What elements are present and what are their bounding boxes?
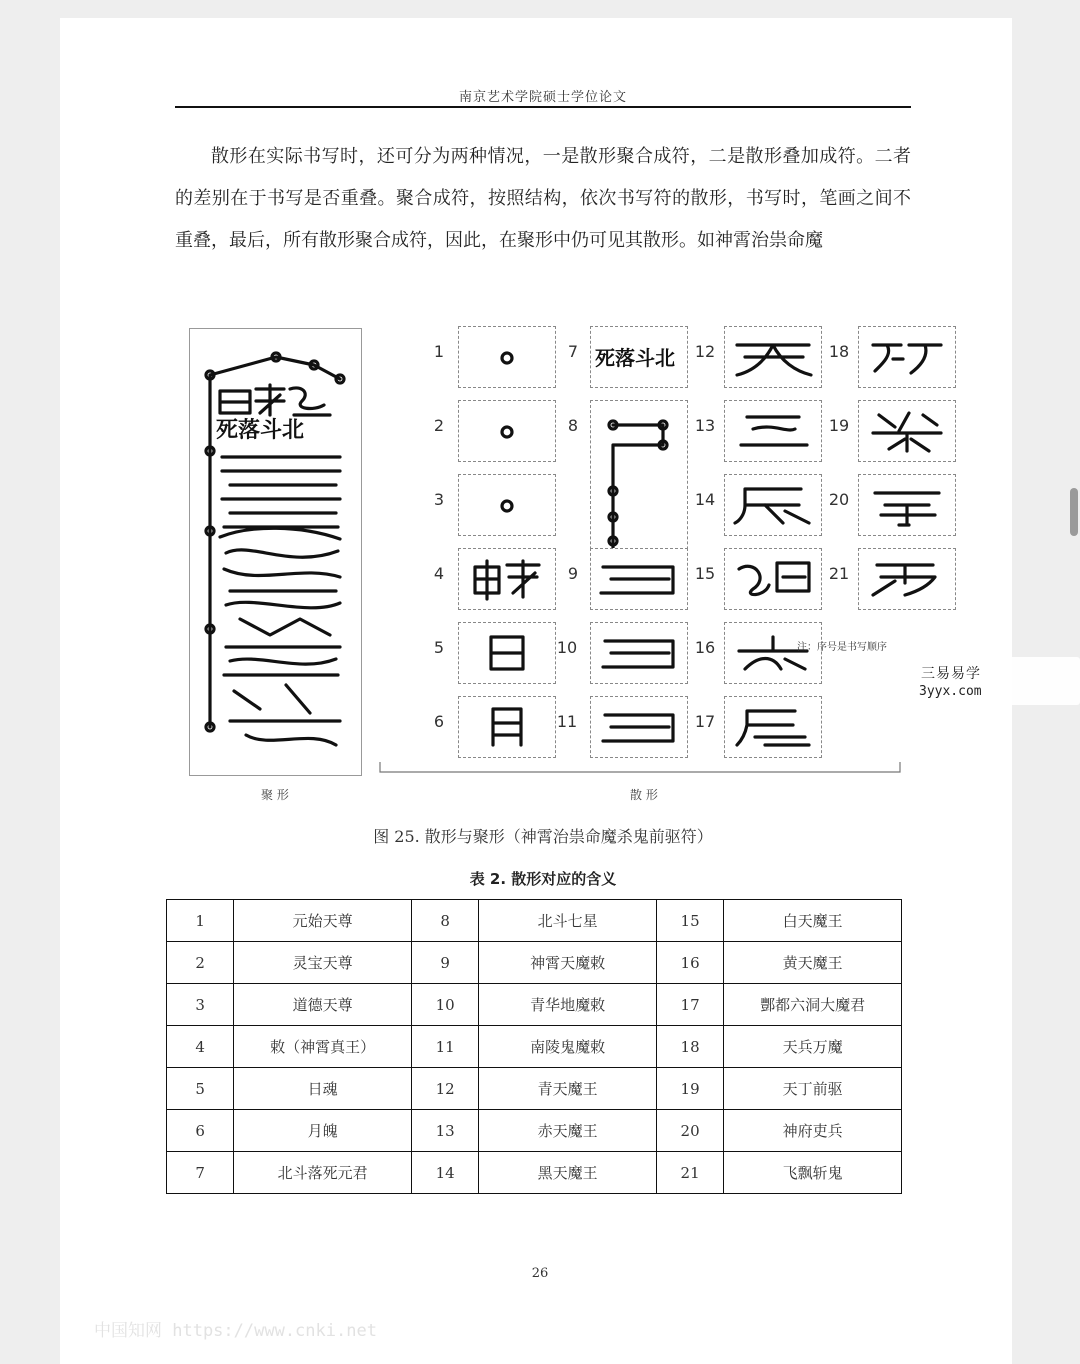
cell-9 (590, 548, 688, 610)
demon-king-glyph-icon (725, 327, 821, 387)
cell-10 (590, 622, 688, 684)
cell-19 (858, 400, 956, 462)
cell-number: 17 (694, 712, 716, 731)
table-cell-meaning: 灵宝天尊 (234, 942, 412, 984)
table-row (167, 942, 902, 984)
cell-number: 5 (433, 638, 445, 657)
circle-glyph-icon (459, 327, 555, 387)
table-cell-number: 19 (656, 1068, 723, 1110)
cell-number: 15 (694, 564, 716, 583)
table-cell-meaning: 青天魔王 (479, 1068, 657, 1110)
figure-note: 注：序号是书写顺序 (797, 642, 887, 653)
table-cell-number: 16 (656, 942, 723, 984)
header-rule (175, 106, 911, 108)
table-cell-meaning: 南陵鬼魔敕 (479, 1026, 657, 1068)
cell-number: 12 (694, 342, 716, 361)
body-text (175, 136, 911, 262)
figure-25 (186, 324, 906, 808)
scrollbar-thumb[interactable] (1070, 488, 1078, 536)
table-cell-number: 17 (656, 984, 723, 1026)
cnki-watermark: 中国知网 https://www.cnki.net (94, 1321, 377, 1341)
cell-number: 14 (694, 490, 716, 509)
cell-11 (590, 696, 688, 758)
demon-king-glyph-icon (725, 549, 821, 609)
table-cell-meaning: 黄天魔王 (724, 942, 902, 984)
cell-number: 16 (694, 638, 716, 657)
figure-caption: 图 25. 散形与聚形（神霄治祟命魔杀鬼前驱符） (373, 827, 713, 846)
table-cell-meaning: 北斗七星 (479, 900, 657, 942)
table-row (167, 1110, 902, 1152)
cell-number: 4 (433, 564, 445, 583)
table-row (167, 1068, 902, 1110)
cell-number: 2 (433, 416, 445, 435)
table-cell-meaning: 神府吏兵 (724, 1110, 902, 1152)
label-sanxing: 散 形 (630, 788, 658, 802)
document-page (60, 18, 1012, 1364)
table-cell-number: 20 (656, 1110, 723, 1152)
running-title: 南京艺术学院硕士学位论文 (458, 90, 627, 105)
table-cell-number: 18 (656, 1026, 723, 1068)
soldier-glyph-icon (859, 549, 955, 609)
cell-16 (724, 622, 822, 684)
cell-18 (858, 326, 956, 388)
table-cell-number: 5 (167, 1068, 234, 1110)
cell-21 (858, 548, 956, 610)
talisman-image (189, 328, 362, 776)
table-cell-number: 13 (411, 1110, 478, 1152)
cell-number: 1 (433, 342, 445, 361)
cell-6 (458, 696, 556, 758)
demon-king-glyph-icon (725, 623, 821, 683)
paragraph: 散形在实际书写时，还可分为两种情况，一是散形聚合成符，二是散形叠加成符。二者的差别在于书写是否重叠。聚合成符，按照结构，依次书写符的散形，书写时，笔画之间不重叠，最后，所有散形聚合成符，因此，在聚形中仍可见其散形。如神霄治祟命魔 (175, 146, 911, 251)
page-number: 26 (531, 1266, 549, 1281)
table-cell-meaning: 敕（神霄真王） (234, 1026, 412, 1068)
demon-king-glyph-icon (725, 401, 821, 461)
cell-number: 6 (433, 712, 445, 731)
table-row (167, 1026, 902, 1068)
table-cell-meaning: 元始天尊 (234, 900, 412, 942)
cell-number: 20 (828, 490, 850, 509)
circle-glyph-icon (459, 401, 555, 461)
cell-2 (458, 400, 556, 462)
table-row (167, 900, 902, 942)
cell-number: 19 (828, 416, 850, 435)
table-row (167, 984, 902, 1026)
table-cell-meaning: 赤天魔王 (479, 1110, 657, 1152)
table-cell-number: 6 (167, 1110, 234, 1152)
soldier-glyph-icon (859, 401, 955, 461)
stroke-glyph-icon (591, 697, 687, 757)
cell-3 (458, 474, 556, 536)
site-watermark-name: 三易易学 (921, 666, 981, 682)
cell-number: 11 (556, 712, 578, 731)
label-juxing: 聚 形 (261, 788, 289, 802)
table-cell-number: 7 (167, 1152, 234, 1194)
table-cell-meaning: 神霄天魔敕 (479, 942, 657, 984)
table-cell-number: 4 (167, 1026, 234, 1068)
table-cell-number: 1 (167, 900, 234, 942)
moon-glyph-icon (459, 697, 555, 757)
stroke-glyph-icon (591, 623, 687, 683)
table-cell-meaning: 黑天魔王 (479, 1152, 657, 1194)
cell-13 (724, 400, 822, 462)
soldier-glyph-icon (859, 327, 955, 387)
cell-12 (724, 326, 822, 388)
table-cell-meaning: 月魄 (234, 1110, 412, 1152)
cell-5 (458, 622, 556, 684)
table-cell-number: 11 (411, 1026, 478, 1068)
table-cell-number: 9 (411, 942, 478, 984)
table-cell-meaning: 青华地魔敕 (479, 984, 657, 1026)
cell-number: 21 (828, 564, 850, 583)
cell-15 (724, 548, 822, 610)
table-title: 表 2. 散形对应的含义 (469, 870, 617, 888)
table-cell-meaning: 飞飘斩鬼 (724, 1152, 902, 1194)
sanxing-bracket (378, 760, 902, 776)
talisman-drawing (190, 329, 361, 775)
demon-king-glyph-icon (725, 697, 821, 757)
talisman-text: 死落斗北 (216, 417, 305, 443)
table-cell-number: 8 (411, 900, 478, 942)
table-row (167, 1152, 902, 1194)
table-cell-meaning: 道德天尊 (234, 984, 412, 1026)
cell-number: 7 (567, 342, 579, 361)
soldier-glyph-icon (859, 475, 955, 535)
cell-14 (724, 474, 822, 536)
cell-1 (458, 326, 556, 388)
table-cell-number: 15 (656, 900, 723, 942)
cell-7 (590, 326, 688, 388)
cell-number: 3 (433, 490, 445, 509)
demon-king-glyph-icon (725, 475, 821, 535)
table-cell-meaning: 酆都六洞大魔君 (724, 984, 902, 1026)
table-cell-number: 3 (167, 984, 234, 1026)
sun-glyph-icon (459, 623, 555, 683)
site-watermark-url: 3yyx.com (919, 684, 982, 699)
table-cell-number: 14 (411, 1152, 478, 1194)
table-cell-meaning: 北斗落死元君 (234, 1152, 412, 1194)
stroke-glyph-icon (591, 549, 687, 609)
table-cell-meaning: 天丁前驱 (724, 1068, 902, 1110)
cell-number: 10 (556, 638, 578, 657)
cell7-drawing (591, 327, 687, 387)
cell-number: 18 (828, 342, 850, 361)
cell7-text: 死落斗北 (595, 346, 675, 370)
table-cell-number: 2 (167, 942, 234, 984)
meaning-table (166, 899, 902, 1194)
cell-17 (724, 696, 822, 758)
cell-20 (858, 474, 956, 536)
cell-number: 9 (567, 564, 579, 583)
table-cell-meaning: 日魂 (234, 1068, 412, 1110)
table-cell-meaning: 天兵万魔 (724, 1026, 902, 1068)
table-cell-meaning: 白天魔王 (724, 900, 902, 942)
table-cell-number: 10 (411, 984, 478, 1026)
table-cell-number: 21 (656, 1152, 723, 1194)
cell-number: 8 (567, 416, 579, 435)
seal-glyph-icon (459, 549, 555, 609)
circle-glyph-icon (459, 475, 555, 535)
cell-number: 13 (694, 416, 716, 435)
site-watermark (905, 657, 1080, 705)
cell-4 (458, 548, 556, 610)
table-cell-number: 12 (411, 1068, 478, 1110)
